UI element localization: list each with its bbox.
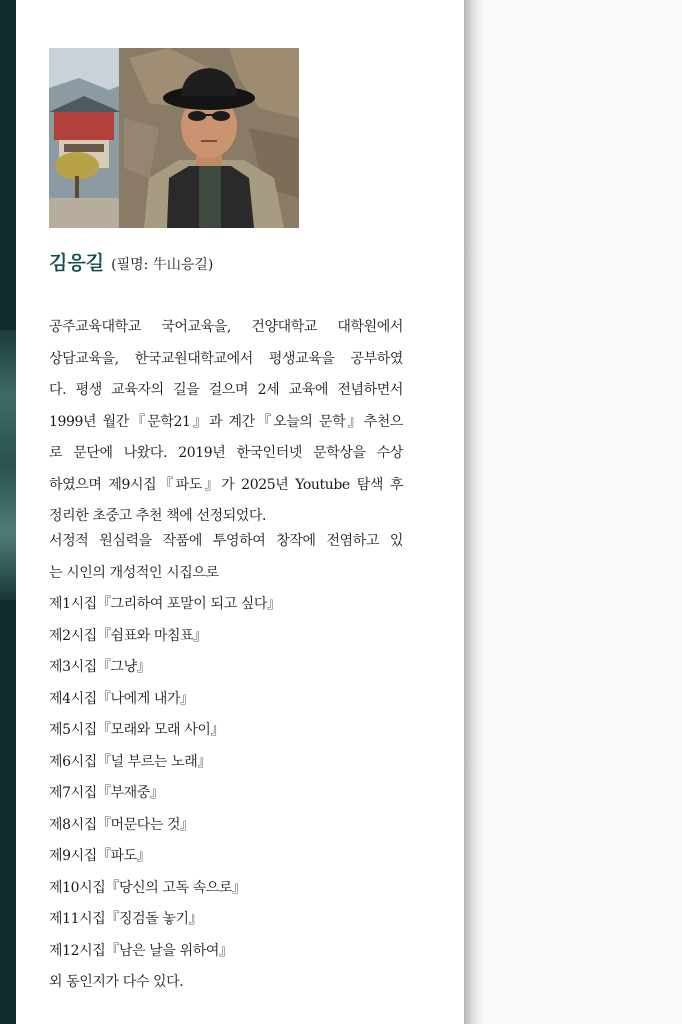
intro-line: 는 시인의 개성적인 시집으로 <box>49 564 219 581</box>
author-bio <box>49 312 403 533</box>
collection-item: 제11시집『징검돌 놓기』 <box>49 911 203 927</box>
collection-item: 제9시집『파도』 <box>49 848 151 864</box>
collection-item: 제8시집『머문다는 것』 <box>49 816 194 833</box>
collection-item: 제7시집『부재중』 <box>49 785 164 801</box>
page-shadow <box>464 0 484 1024</box>
bio-line: 정리한 초중고 추천 책에 선정되었다. <box>49 508 267 524</box>
closing-line: 외 동인지가 다수 있다. <box>49 974 184 990</box>
bio-line: 1999년 월간『문학21』과 계간『오늘의 문학』추천으 <box>49 413 403 430</box>
collection-item: 제3시집『그냥』 <box>49 659 151 675</box>
collection-item: 제4시집『나에게 내가』 <box>49 690 194 707</box>
collection-item: 제1시집『그리하여 포말이 되고 싶다』 <box>49 596 281 612</box>
intro-line: 서정적 원심력을 작품에 투영하여 창작에 전염하고 있 <box>49 533 403 549</box>
collection-item: 제12시집『남은 날을 위하여』 <box>49 942 233 959</box>
author-photo <box>49 48 299 228</box>
bio-line: 공주교육대학교 국어교육을, 건양대학교 대학원에서 <box>49 319 403 335</box>
author-name-line <box>49 248 213 275</box>
author-name: 김응길 <box>49 252 105 274</box>
collection-item: 제10시집『당신의 고독 속으로』 <box>49 879 246 896</box>
collection-item: 제2시집『쉼표와 마침표』 <box>49 627 207 644</box>
bio-line: 다. 평생 교육자의 길을 걸으며 2세 교육에 전념하면서 <box>49 382 403 398</box>
bio-line: 상담교육을, 한국교원대학교에서 평생교육을 공부하였 <box>49 350 403 367</box>
poetry-collections <box>49 526 403 999</box>
author-pen-name: (필명: 牛山응길) <box>111 257 214 273</box>
collection-item: 제6시집『널 부르는 노래』 <box>49 753 211 770</box>
bio-line: 하였으며 제9시집『파도』가 2025년 Youtube 탐색 후 <box>49 476 403 493</box>
blank-facing-page <box>464 0 682 1024</box>
bio-line: 로 문단에 나왔다. 2019년 한국인터넷 문학상을 수상 <box>49 445 403 461</box>
collection-item: 제5시집『모래와 모래 사이』 <box>49 722 225 738</box>
cover-forest-image <box>0 330 16 600</box>
